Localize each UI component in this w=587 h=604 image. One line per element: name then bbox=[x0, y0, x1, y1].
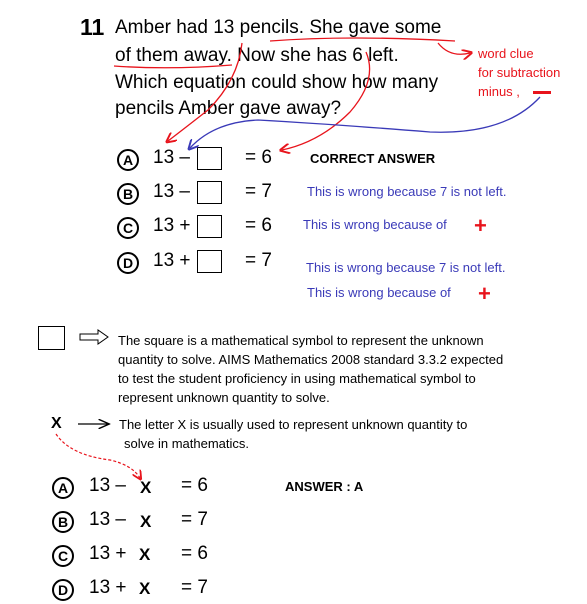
x-symbol: X bbox=[51, 415, 62, 432]
square-explanation-line-4: represent unknown quantity to solve. bbox=[118, 390, 330, 405]
option-b-circle: B bbox=[117, 183, 139, 205]
option-b-x-right: = 7 bbox=[181, 509, 208, 530]
question-line-3: Which equation could show how many bbox=[115, 72, 439, 93]
plus-sign-icon: + bbox=[478, 281, 491, 306]
question-line-2: of them away. Now she has 6 left. bbox=[115, 45, 399, 66]
x-explanation-line-1: The letter X is usually used to represent unknown quantity to bbox=[119, 417, 468, 432]
blue-arrow-minus bbox=[190, 97, 540, 148]
option-c-circle: C bbox=[117, 217, 139, 239]
option-c-x-left: 13 + bbox=[89, 543, 127, 564]
option-d-right: = 7 bbox=[245, 250, 272, 271]
option-d-circle: D bbox=[117, 252, 139, 274]
wrong-d-note-2: This is wrong because of bbox=[307, 285, 451, 300]
question-number: 11 bbox=[80, 14, 105, 40]
option-d-left: 13 + bbox=[153, 250, 191, 271]
hollow-arrow-icon bbox=[80, 330, 108, 344]
option-b-left: 13 – bbox=[153, 181, 190, 202]
option-c-right: = 6 bbox=[245, 215, 272, 236]
word-clue-line-1: word clue bbox=[478, 46, 534, 61]
question-line-1: Amber had 13 pencils. She gave some bbox=[115, 17, 442, 38]
question-line-4: pencils Amber gave away? bbox=[115, 98, 342, 119]
option-a-right: = 6 bbox=[245, 147, 272, 168]
x-red-arrow bbox=[56, 434, 140, 478]
option-d-x-right: = 7 bbox=[181, 577, 208, 598]
option-c-x-circle: C bbox=[52, 545, 74, 567]
option-b-x-circle: B bbox=[52, 511, 74, 533]
option-a-x-var: X bbox=[140, 478, 152, 497]
option-a-x-right: = 6 bbox=[181, 475, 208, 496]
red-arrow-6 bbox=[282, 52, 370, 150]
option-b-x-left: 13 – bbox=[89, 509, 126, 530]
word-clue-line-3: minus , bbox=[478, 84, 520, 99]
wrong-d-note-1: This is wrong because 7 is not left. bbox=[306, 260, 506, 275]
x-explanation-line-2: solve in mathematics. bbox=[124, 436, 249, 451]
option-a-x-left: 13 – bbox=[89, 475, 126, 496]
underline-of-them-away bbox=[114, 65, 232, 68]
red-arrow-13 bbox=[168, 43, 242, 141]
option-a-x-circle: A bbox=[52, 477, 74, 499]
option-c-x-right: = 6 bbox=[181, 543, 208, 564]
option-b-x-var: X bbox=[140, 512, 152, 531]
option-d-x-circle: D bbox=[52, 579, 74, 601]
option-b-right: = 7 bbox=[245, 181, 272, 202]
word-clue-line-2: for subtraction bbox=[478, 65, 561, 80]
correct-answer-label: CORRECT ANSWER bbox=[310, 151, 436, 166]
answer-label: ANSWER : A bbox=[285, 479, 364, 494]
plus-sign-icon: + bbox=[474, 213, 487, 238]
option-a-left: 13 – bbox=[153, 147, 190, 168]
square-explanation-line-1: The square is a mathematical symbol to represent the unknown bbox=[118, 333, 484, 348]
option-a-circle: A bbox=[117, 149, 139, 171]
option-c-left: 13 + bbox=[153, 215, 191, 236]
wrong-b-note: This is wrong because 7 is not left. bbox=[307, 184, 507, 199]
option-d-x-left: 13 + bbox=[89, 577, 127, 598]
option-d-x-var: X bbox=[139, 579, 151, 598]
square-explanation-line-3: to test the student proficiency in using mathematical symbol to bbox=[118, 371, 476, 386]
underline-gave-some bbox=[270, 38, 455, 41]
option-c-x-var: X bbox=[139, 545, 151, 564]
wrong-c-note: This is wrong because of bbox=[303, 217, 447, 232]
square-explanation-line-2: quantity to solve. AIMS Mathematics 2008 standard 3.3.2 expected bbox=[118, 352, 504, 367]
word-clue-arrow bbox=[438, 43, 470, 54]
